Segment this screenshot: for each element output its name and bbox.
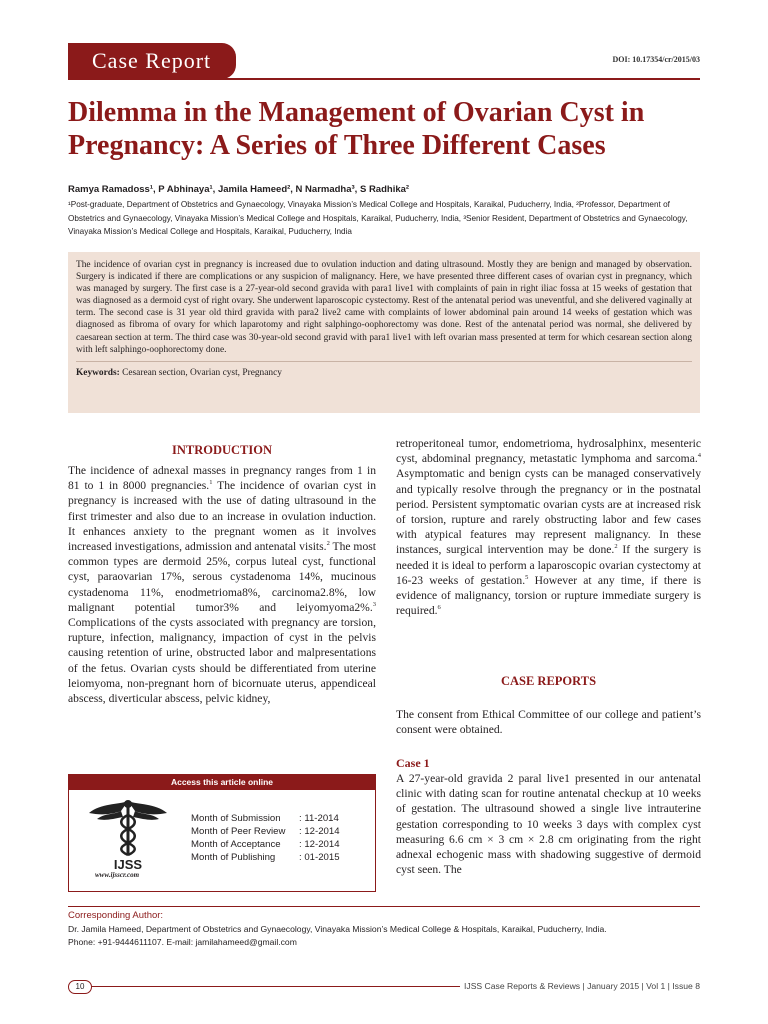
intro-text: If the surgery is needed it is ideal to perform a laparoscopic ovarian cystectomy at 16-23 weeks of gestation.	[396, 543, 701, 587]
access-heading: Access this article online	[69, 775, 375, 790]
date-row	[191, 838, 340, 851]
caduceus-icon	[83, 797, 173, 875]
date-row	[191, 825, 340, 838]
publication-dates	[191, 812, 340, 864]
consent-text: The consent from Ethical Committee of our college and patient’s consent were obtained.	[396, 708, 701, 737]
abstract-box	[68, 252, 700, 413]
ijss-logo	[83, 797, 173, 882]
intro-text: The most common types are dermoid 25%, corpus luteal cyst, functional cyst, paraovarian 17%, serous cystadenoma 14%, mucinous cystadenoma 11%, enodmetrioma8%, carcinoma2.8%, low malignant potential tumor3% and leiyomyoma2%.	[68, 540, 376, 614]
article-title: Dilemma in the Management of Ovarian Cyst in Pregnancy: A Series of Three Different Cases	[68, 97, 645, 161]
ref-link[interactable]: 6	[437, 604, 441, 612]
journal-citation: IJSS Case Reports & Reviews | January 2015 | Vol 1 | Issue 8	[460, 981, 700, 991]
abstract-text: The incidence of ovarian cyst in pregnancy is increased due to ovulation induction and dating ultrasound. Mostly they are benign and managed by observation. Surgery is indicated if there are complications or any suspicion of malignancy. Here, we have presented three different cases of ovarian cyst in pregnancy, which was managed by surgery. The first case is a 27-year-old second gravida with para1 live1 with complaints of pain in right iliac fossa at 15 weeks of gestation that was diagnosed as a dermoid cyst of right ovary. She underwent laparoscopic cystectomy. Rest of the antenatal period was uneventful, and she delivered vaginally at term. The second case is 31 year old third gravida with para2 live2 came with complaints of lower abdominal pain around 14 weeks of gestation which was diagnosed as fibroma of ovary for which laparotomy and right salphingo-oophorectomy was done. Rest of the antenatal period was normal, she delivered by caesarean section at term. The third case was 30-year-old second gravid with para1 live1 with left ovarian mass presented at term for which cesarean section along with left salphingo-oophorectomy done.	[76, 260, 692, 355]
case-reports-heading: CASE REPORTS	[500, 674, 597, 688]
corresponding-contact[interactable]: Phone: +91-9444611107. E-mail: jamilahameed@gmail.com	[68, 937, 297, 947]
corresponding-rule	[68, 906, 700, 907]
case1-heading: Case 1	[396, 756, 430, 770]
intro-heading: INTRODUCTION	[171, 443, 272, 457]
affiliations: ¹Post-graduate, Department of Obstetrics and Gynaecology, Vinayaka Mission’s Medical College and Hospitals, Karaikal, Puducherry, India, ²Professor, Department of Obstetrics and Gynaecology, Vinayaka Mission’s Medical College and Hospitals, Karaikal, Puducherry, India, ³Senior Resident, Department of Obstetrics and Gynaecology, Vinayaka Mission’s Medical College and Hospitals, Karaikal, Puducherry, India	[68, 200, 688, 236]
date-row	[191, 812, 340, 825]
ref-link[interactable]: 5	[525, 573, 529, 581]
date-label: Month of Submission	[191, 813, 281, 824]
ref-link[interactable]: 1	[209, 479, 213, 487]
ref-link[interactable]: 2	[614, 543, 618, 551]
date-label: Month of Acceptance	[191, 839, 281, 850]
date-row	[191, 851, 340, 864]
case1-text: A 27-year-old gravida 2 paral live1 presented in our antenatal clinic with dating scan for routine antenatal checkup at 10 weeks of gestation. The ultrasound showed a single live intrauterine gestation corresponding to 10 weeks 3 days with complex cyst measuring 6.6 cm × 3 cm × 2.8 cm originating from the right adnexal echogenic mass with shadowing suggestive of dermoid cyst seen. The	[396, 772, 701, 877]
corresponding-address: Dr. Jamila Hameed, Department of Obstetrics and Gynaecology, Vinayaka Mission’s Medical College & Hospitals, Karaikal, Puducherry, India.	[68, 924, 607, 934]
intro-text: The incidence of ovarian cyst in pregnancy is increased with the use of dating ultrasound in the first trimester and also due to an increase in ovulation induction. It enhances anxiety to the pregnant women as it involves increased investigations, admission and antenatal visits.	[68, 479, 376, 554]
logo-text: IJSS	[113, 857, 143, 872]
corresponding-details	[68, 923, 700, 949]
corresponding-heading: Corresponding Author:	[68, 910, 164, 921]
access-box	[68, 774, 376, 892]
page-number: 10	[68, 980, 92, 994]
intro-text: retroperitoneal tumor, endometrioma, hydrosalphinx, mesenteric cyst, abdominal pregnancy, metastatic lymphoma and sarcoma.	[396, 437, 701, 466]
date-label: Month of Publishing	[191, 852, 276, 863]
date-label: Month of Peer Review	[191, 826, 286, 837]
section-label	[68, 43, 236, 79]
ref-link[interactable]: 4	[697, 452, 701, 460]
doi[interactable]: DOI: 10.17354/cr/2015/03	[612, 55, 700, 64]
intro-column-right	[396, 436, 701, 618]
intro-text: The incidence of adnexal masses in pregnancy ranges from 1 in 81 to 1 in 8000 pregnancies.	[68, 464, 376, 493]
intro-column-left	[68, 463, 376, 706]
ref-link[interactable]: 2	[326, 540, 330, 548]
section-label-text: Case Report	[92, 48, 212, 73]
date-value: : 12-2014	[299, 826, 340, 837]
ref-link[interactable]: 3	[372, 600, 376, 608]
intro-text: However at any time, if there is evidence of malignancy, torsion or rupture immediate surgery is required.	[396, 573, 701, 618]
keywords-label: Keywords:	[76, 367, 120, 378]
keywords-value: Cesarean section, Ovarian cyst, Pregnancy	[122, 367, 282, 378]
header-rule	[68, 78, 700, 80]
intro-text: Complications of the cysts associated with pregnancy are torsion, rupture, infection, malignancy, impaction of cyst in the pelvis causing retention of urine, obstructed labor and malpresentations of the fetus. Ovarian cysts should be differentiated from uterine leiomyoma, non-pregnant horn of bicornuate uterus, appendiceal abscess, diverticular abscess, pelvic kidney,	[68, 616, 376, 706]
keywords	[76, 367, 692, 379]
abstract-divider	[76, 361, 692, 362]
journal-url[interactable]: www.ijsscr.com	[95, 871, 140, 879]
date-value: : 12-2014	[299, 839, 340, 850]
date-value: : 11-2014	[299, 813, 339, 824]
intro-text: Asymptomatic and benign cysts can be managed conservatively and typically resolve through the pregnancy or in the postnatal period. Persistent symptomatic ovarian cysts are at increased risk of torsion, rupture and rarely obstructing labor and few cases with atypical features may represent malignancy. In these instances, surgical intervention may be done.	[396, 467, 701, 557]
author-list: Ramya Ramadoss¹, P Abhinaya¹, Jamila Hameed², N Narmadha³, S Radhika²	[68, 184, 410, 195]
date-value: : 01-2015	[299, 852, 340, 863]
